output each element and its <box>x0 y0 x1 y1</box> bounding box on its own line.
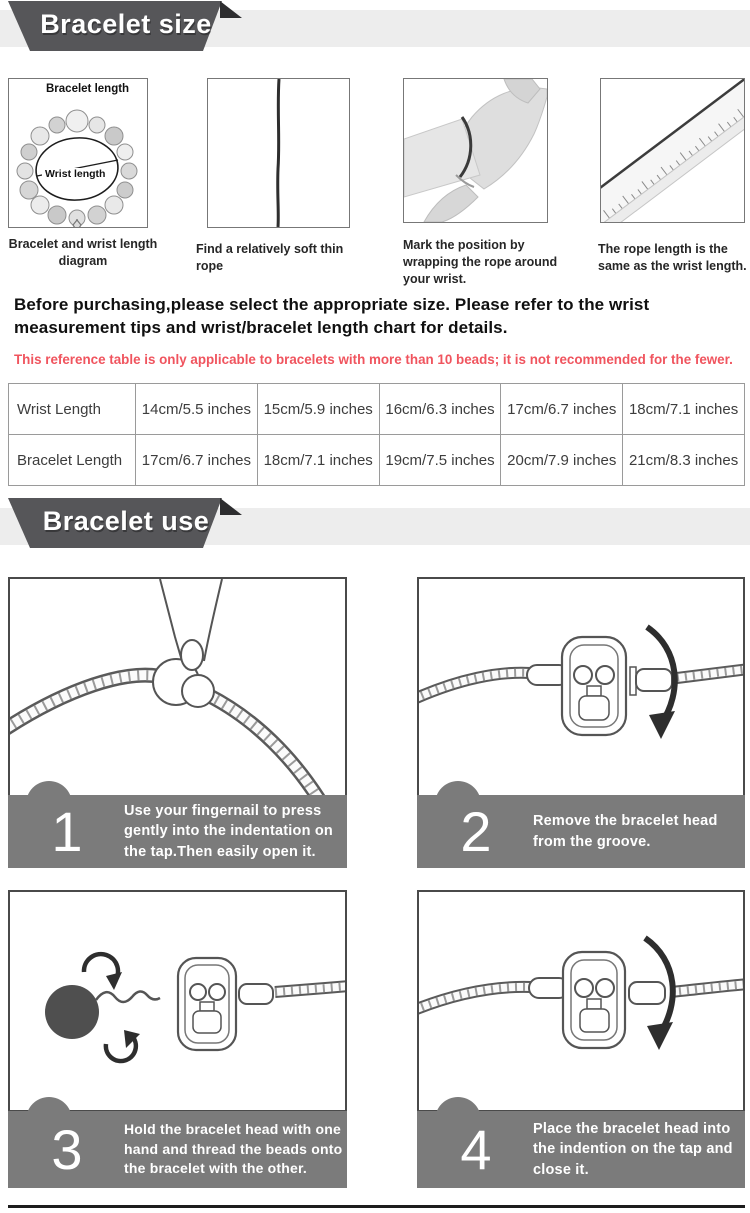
row-header: Bracelet Length <box>9 435 136 486</box>
step3-caption-bar <box>8 1111 347 1188</box>
table-cell: 18cm/7.1 inches <box>623 384 745 435</box>
step1-panel <box>8 577 347 797</box>
size-table <box>8 383 745 486</box>
step2-text: Remove the bracelet head from the groove. <box>533 813 718 850</box>
ruler-panel <box>600 78 745 223</box>
table-cell: 19cm/7.5 inches <box>379 435 501 486</box>
step1-text: Use your fingernail to press gently into the indentation on the tap.Then easily open it. <box>124 803 333 860</box>
wrist-wrap-panel <box>403 78 548 223</box>
step3-text: Hold the bracelet head with one hand and thread the beads onto the bracelet with the other. <box>124 1121 343 1177</box>
bracelet-diagram-panel <box>8 78 148 228</box>
step3-illustration <box>10 892 345 1110</box>
bracelet-size-banner <box>0 0 250 52</box>
step3-number: 3 <box>51 1117 83 1181</box>
size-intro-text: Before purchasing,please select the appropriate size. Please refer to the wrist measurement tips and wrist/bracelet length chart for details. <box>14 295 650 337</box>
size-warning-text: This reference table is only applicable to bracelets with more than 10 beads; it is not recommended for the fewer. <box>14 352 733 367</box>
table-row <box>9 384 745 435</box>
step4-text: Place the bracelet head into the indention on the tap and close it. <box>533 1121 733 1178</box>
step3-panel <box>8 890 347 1112</box>
row-header: Wrist Length <box>9 384 136 435</box>
step4-caption-bar <box>417 1111 745 1188</box>
step1-illustration <box>10 579 345 795</box>
wrist-length-label: Wrist length <box>42 168 108 180</box>
twist-arrow-head <box>106 972 122 990</box>
panel2-caption: Find a relatively soft thin rope <box>196 242 344 273</box>
bottom-divider <box>8 1205 745 1208</box>
step2-panel <box>417 577 745 797</box>
step1-number: 1 <box>51 799 83 863</box>
bracelet-photo-illustration <box>9 79 147 227</box>
table-cell: 16cm/6.3 inches <box>379 384 501 435</box>
step2-illustration <box>419 579 743 795</box>
wrist-wrap-illustration <box>404 79 547 222</box>
rope-illustration <box>208 79 349 227</box>
bracelet-length-label: Bracelet length <box>43 83 132 95</box>
table-cell: 14cm/5.5 inches <box>136 384 258 435</box>
step2-caption-bar <box>417 795 745 868</box>
bracelet-use-banner <box>0 497 250 549</box>
section-title-use: Bracelet use <box>42 506 210 536</box>
panel3-caption: Mark the position by wrapping the rope around your wrist. <box>403 238 558 286</box>
rotate-arrow-head <box>647 1022 673 1050</box>
table-cell: 17cm/6.7 inches <box>136 435 258 486</box>
step4-number: 4 <box>460 1117 492 1181</box>
table-cell: 18cm/7.1 inches <box>257 435 379 486</box>
table-row <box>9 435 745 486</box>
rotate-arrow-head <box>649 711 675 739</box>
step2-number: 2 <box>460 799 492 863</box>
table-cell: 21cm/8.3 inches <box>623 435 745 486</box>
step4-panel <box>417 890 745 1112</box>
ruler-illustration <box>601 79 744 222</box>
fingertip <box>181 640 203 670</box>
banner-fold-corner <box>220 498 242 515</box>
bead-ball <box>45 985 99 1039</box>
step1-caption-bar <box>8 795 347 868</box>
panel4-caption: The rope length is the same as the wrist length. <box>598 242 747 273</box>
table-cell: 20cm/7.9 inches <box>501 435 623 486</box>
panel1-caption: Bracelet and wrist length diagram <box>8 237 158 268</box>
section-title-size: Bracelet size <box>40 9 212 39</box>
rope-panel <box>207 78 350 228</box>
table-cell: 15cm/5.9 inches <box>257 384 379 435</box>
banner-fold-corner <box>220 1 242 18</box>
table-cell: 17cm/6.7 inches <box>501 384 623 435</box>
step4-illustration <box>419 892 743 1110</box>
